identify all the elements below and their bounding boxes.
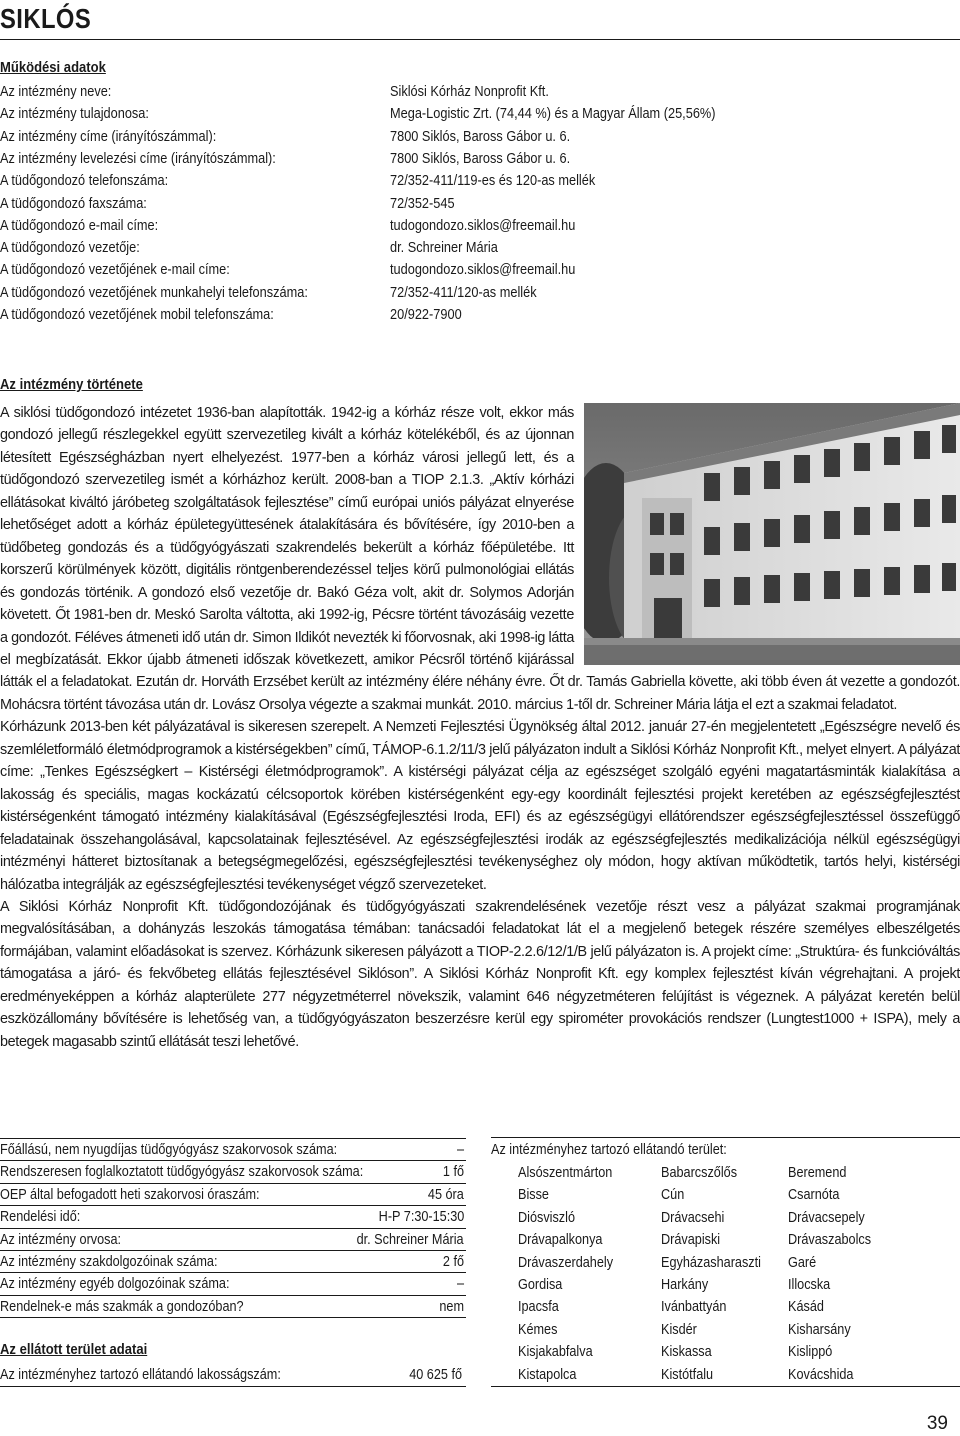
info-row [0,126,960,148]
population-row [0,1364,466,1387]
info-label: A tüdőgondozó telefonszáma: [0,173,169,190]
population-value: 40 625 fő [409,1367,462,1383]
territory-town: Kistapolca [518,1366,577,1383]
territory-town: Harkány [661,1277,709,1293]
stat-label: Rendelési idő: [0,1209,81,1226]
info-label: A tüdőgondozó vezetője: [0,240,140,257]
territory-town: Drávapalkonya [518,1232,603,1249]
info-value: tudogondozo.siklos@freemail.hu [390,217,576,234]
info-row [0,193,960,215]
stat-row [0,1229,466,1251]
stat-label: Főállású, nem nyugdíjas tüdőgyógyász szakorvosok száma: [0,1142,338,1158]
stat-value: nem [439,1298,464,1315]
served-area-heading: Az ellátott terület adatai [0,1342,148,1358]
info-value: 72/352-411/119-es és 120-as mellék [390,173,596,190]
info-row [0,81,960,103]
hospital-building-photo [584,403,960,665]
title-rule [0,39,960,40]
info-row [0,170,960,192]
info-value: Mega-Logistic Zrt. (74,44 %) és a Magyar Állam (25,56%) [390,106,716,123]
territory-town: Beremend [788,1165,847,1181]
stat-label: Az intézmény orvosa: [0,1231,122,1248]
info-value: 72/352-411/120-as mellék [390,284,537,301]
info-value: dr. Schreiner Mária [390,240,498,257]
territory-town: Kisjakabfalva [518,1344,593,1361]
info-value: tudogondozo.siklos@freemail.hu [390,262,576,279]
info-value: 7800 Siklós, Baross Gábor u. 6. [390,150,571,167]
operational-heading: Működési adatok [0,60,106,76]
stat-value: H-P 7:30-15:30 [378,1209,464,1226]
territory-town: Drávacsehi [661,1209,725,1226]
territory-town: Kiskassa [661,1344,712,1361]
stat-row [0,1273,466,1295]
stat-value: 2 fő [442,1253,464,1270]
stat-value: 45 óra [428,1186,464,1203]
territory-town: Kisharsány [788,1321,851,1338]
info-label: A tüdőgondozó vezetőjének munkahelyi telefonszáma: [0,284,308,301]
stat-row [0,1251,466,1273]
territory-town: Drávacsepely [788,1209,865,1226]
stat-row [0,1296,466,1318]
territory-town: Kovácshida [788,1366,854,1383]
info-row [0,282,960,304]
info-value: Siklósi Kórház Nonprofit Kft. [390,84,549,100]
territory-town: Garé [788,1254,817,1271]
territory-town: Gordisa [518,1277,563,1293]
stat-row [0,1161,466,1183]
stat-row [0,1206,466,1228]
info-label: Az intézmény levelezési címe (irányítószámmal): [0,150,276,167]
info-row [0,103,960,125]
territory-town: Cún [661,1187,685,1204]
stat-label: Rendelnek-e más szakmák a gondozóban? [0,1298,244,1315]
stat-label: Az intézmény szakdolgozóinak száma: [0,1253,218,1270]
history-paragraph-2: Kórházunk 2013-ben két pályázatával is sikeresen szerepelt. A Nemzeti Fejlesztési Ügynökség által 2012. január 27-én megjelentetett „Egészségre nevelő és szemléletformáló életmódprogramok a kistérségekben” című, TÁMOP-6.1.2/11/3 jelű pályázaton indult a Siklósi Kórház Nonprofit Kft., melyet elnyert. A pályázat címe: „Tenkes Egészségkert – Kistérségi életmódprogramok”. A kistérségi pályázat célja az egészséget szolgáló egyéni magatartásminták kialakítása a lakosság és speciális, magas kockázatú célcsoportok körében kistérségenként egy-egy koordinált fejlesztési projekt keretében az egészségfejlesztést kistérségenként támogató intézmény kialakításával (Egészségfejlesztési Iroda, EFI) és az egészségügyi ellátórendszer egészségfejlesztéssel összefüggő feladatainak összehangolásával, kapcsolatainak fejlesztésével. Az egészségfejlesztési irodák az egészségfejlesztés medikalizációja nélkül egészségügyi intézményi hátteret biztosítanak a betegségmegelőzési, egészségfejlesztési tevékenységhez oly módon, hogy aktívan működtetik, tartós helyi, kistérségi hálózatba integrálják az egészségfejlesztési tevékenységet végző szervezeteket. [0,719,960,893]
stat-row [0,1184,466,1206]
territory-top-rule [491,1137,960,1138]
history-text [0,402,960,1053]
info-value: 20/922-7900 [390,307,462,323]
info-row [0,148,960,170]
population-label: Az intézményhez tartozó ellátandó lakosságszám: [0,1367,281,1383]
stat-value: – [456,1142,464,1158]
territory-town: Kisdér [661,1321,697,1338]
info-label: A tüdőgondozó e-mail címe: [0,217,159,234]
territory-town: Egyházasharaszti [661,1254,761,1271]
territory-town: Csarnóta [788,1187,840,1204]
history-heading: Az intézmény története [0,377,143,393]
territory-town: Alsószentmárton [518,1165,613,1181]
territory-town: Kémes [518,1321,558,1338]
info-row [0,259,960,281]
territory-town: Illocska [788,1277,831,1293]
stat-value: – [456,1276,464,1293]
territory-town: Drávaszerdahely [518,1254,614,1271]
stat-label: Rendszeresen foglalkoztatott tüdőgyógyász szakorvosok száma: [0,1164,364,1181]
info-row [0,304,960,326]
info-label: A tüdőgondozó vezetőjének e-mail címe: [0,262,230,279]
territory-town: Babarcszőlős [661,1165,738,1181]
info-label: Az intézmény címe (irányítószámmal): [0,128,217,145]
staff-stats-table [0,1139,466,1318]
territory-bottom-rule [491,1386,960,1387]
territory-town: Ipacsfa [518,1299,559,1316]
territory-town: Bisse [518,1187,549,1204]
territory-town: Drávapiski [661,1232,721,1249]
history-paragraph-3: A Siklósi Kórház Nonprofit Kft. tüdőgondozójának és tüdőgyógyászati szakrendelésének vezetője részt vesz a pályázat szakmai programjának megvalósításában, a dohányzás leszokás támogatása témában: tanácsadói feladatokat lát el a megjelenő betegek részére személyes elbeszélgetés formájában, valamint előadásokat is szervez. Kórházunk sikeresen pályázott a TIOP-2.2.6/12/1/B jelű pályázaton is. A projekt címe: „Struktúra- és funkcióváltás támogatása a járó- és fekvőbeteg ellátás fejlesztésével Siklóson”. A Siklósi Kórház Nonprofit Kft. egy komplex fejlesztést kíván végrehajtani. A projekt eredményeképpen a kórház alapterülete 277 négyzetméterrel növekszik, valamint 646 négyzetméteren felújítást is végeznek. A pályázat keretén belül eszközállomány bővítésére is lehetőség van, a tüdőgyógyászaton beszerzésre kerül egy spirométer provokációs rendszer (Lungtest1000 + ISPA), mely a betegek magasabb szintű ellátását teszi lehetővé. [0,898,960,1050]
info-label: A tüdőgondozó faxszáma: [0,195,147,212]
territory-town: Diósviszló [518,1209,576,1226]
info-value: 72/352-545 [390,195,455,212]
stat-label: OEP által befogadott heti szakorvosi óraszám: [0,1186,260,1203]
page-number: 39 [926,1413,948,1434]
info-label: Az intézmény neve: [0,84,112,100]
stat-label: Az intézmény egyéb dolgozóinak száma: [0,1276,230,1293]
territory-town: Kislippó [788,1344,833,1361]
territory-town: Kásád [788,1299,824,1316]
territory-town: Drávaszabolcs [788,1232,872,1249]
page-title: SIKLÓS [0,3,92,34]
stat-value: 1 fő [442,1164,464,1181]
info-value: 7800 Siklós, Baross Gábor u. 6. [390,128,571,145]
territory-town: Kistótfalu [661,1366,714,1383]
info-label: Az intézmény tulajdonosa: [0,106,149,123]
info-label: A tüdőgondozó vezetőjének mobil telefonszáma: [0,307,274,323]
territory-title: Az intézményhez tartozó ellátandó terület: [491,1142,727,1158]
info-row [0,215,960,237]
stat-value: dr. Schreiner Mária [357,1231,464,1248]
territory-town: Ivánbattyán [661,1299,727,1316]
stat-row [0,1139,466,1161]
info-row [0,237,960,259]
history-paragraph-1: A siklósi tüdőgondozó intézetet 1936-ban alapították. 1942-ig a kórház része volt, ekkor más gondozó jellegű részlegekkel együtt szervezetileg kivált a kórház kötelékéből, és az újonnan létesített Egészségházban nyert elhelyezést. 1977-ben a kórház városi jellegű lett, és a tüdőgondozó szervezetileg ismét a kórházhoz került. 2008-ban a TIOP 2.1.3. „Aktív kórházi ellátásokat kiváltó járóbeteg szolgáltatások fejlesztése” című európai uniós pályázat elnyerése lehetőséget adott a kórház épületegyüttesének átalakítására és bővítésére, így 2010-ben a tüdőbeteg gondozás és a tüdőgyógyászati szakrendelés bekerült a kórház főépületébe. Itt korszerű körülmények között, digitális röntgenberendezéssel teljes körű pulmonológiai ellátás és gondozás történik. A gondozó első vezetője dr. Bakó Géza volt, akit dr. Solymos Adorján követett. Őt 1981-ben dr. Meskó Sarolta váltotta, aki 1992-ig, Pécsre történt távozásáig vezette a gondozót. Féléves átmeneti idő után dr. Simon Ildikót nevezték ki főorvosnak, aki 1998-ig látta el megbízatását. Ekkor újabb átmeneti időszak következett, amikor Pécsről történő kijárással látták el a feladatokat. Ezután dr. Horváth Erzsébet került az intézmény élére néhány évre. Őt dr. Tamás Gabriella követte, aki több éven át vezette a gondozót. Mohácsra történt távozása után dr. Lovász Orsolya végezte a szakmai munkát. 2010. március 1-től dr. Schreiner Mária látja el ezt a szakmai feladatot. [0,405,960,713]
